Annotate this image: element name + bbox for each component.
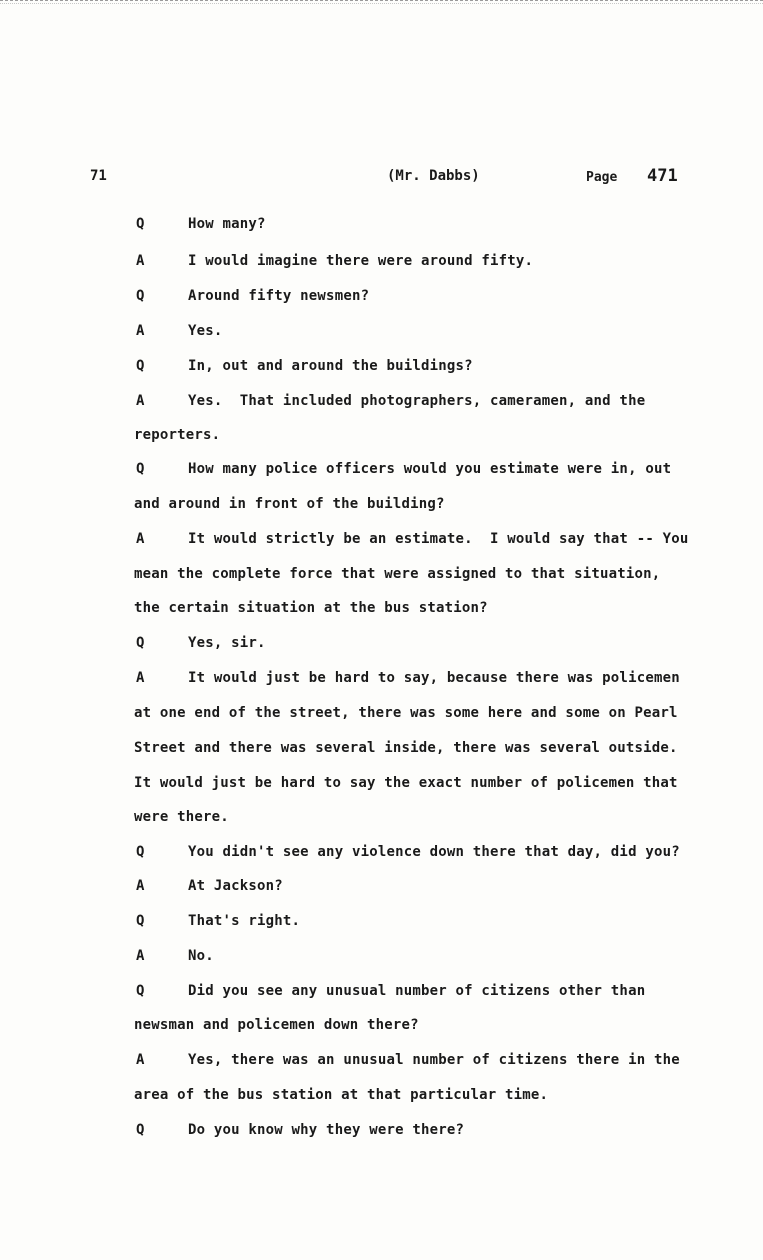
transcript-line: [0, 253, 763, 275]
transcript-line: [0, 705, 763, 727]
speaker-label: Q: [136, 358, 145, 374]
line-text: In, out and around the buildings?: [188, 358, 473, 374]
line-text: Around fifty newsmen?: [188, 288, 370, 304]
transcript-line: [0, 1052, 763, 1074]
line-text: Did you see any unusual number of citizens other than: [188, 983, 646, 999]
transcript-line: [0, 496, 763, 518]
transcript-line: [0, 461, 763, 483]
speaker-label: A: [136, 393, 145, 409]
transcript-line: [0, 740, 763, 762]
line-text: Yes, sir.: [188, 635, 266, 651]
transcript-line: [0, 775, 763, 797]
line-text: newsman and policemen down there?: [134, 1017, 419, 1033]
transcript-line: [0, 983, 763, 1005]
line-text: Yes.: [188, 323, 223, 339]
transcript-line: [0, 809, 763, 831]
transcript-line: [0, 531, 763, 553]
speaker-label: Q: [136, 913, 145, 929]
speaker-label: A: [136, 948, 145, 964]
page-number: 71: [90, 168, 107, 184]
line-text: Do you know why they were there?: [188, 1122, 465, 1138]
speaker-label: A: [136, 878, 145, 894]
line-text: area of the bus station at that particular time.: [134, 1087, 549, 1103]
transcript-line: [0, 600, 763, 622]
transcript-line: [0, 358, 763, 380]
transcript-line: [0, 948, 763, 970]
line-text: mean the complete force that were assigned to that situation,: [134, 566, 661, 582]
transcript-line: [0, 670, 763, 692]
transcript-line: [0, 566, 763, 588]
scan-top-edge: [0, 0, 763, 4]
line-text: at one end of the street, there was some here and some on Pearl: [134, 705, 678, 721]
transcript-line: [0, 878, 763, 900]
transcript-line: [0, 216, 763, 238]
line-text: It would just be hard to say the exact number of policemen that: [134, 775, 678, 791]
witness-name: (Mr. Dabbs): [387, 168, 480, 184]
transcript-line: [0, 1087, 763, 1109]
line-text: You didn't see any violence down there that day, did you?: [188, 844, 680, 860]
speaker-label: A: [136, 1052, 145, 1068]
line-text: Yes. That included photographers, cameramen, and the: [188, 393, 646, 409]
transcript-page-number: 471: [647, 166, 678, 186]
line-text: That's right.: [188, 913, 301, 929]
page-label: Page: [586, 170, 618, 185]
speaker-label: A: [136, 323, 145, 339]
line-text: Yes, there was an unusual number of citizens there in the: [188, 1052, 680, 1068]
page-header: [0, 168, 763, 192]
transcript-line: [0, 844, 763, 866]
transcript-line: [0, 913, 763, 935]
line-text: the certain situation at the bus station?: [134, 600, 488, 616]
transcript-line: [0, 427, 763, 449]
line-text: At Jackson?: [188, 878, 283, 894]
speaker-label: Q: [136, 288, 145, 304]
line-text: reporters.: [134, 427, 221, 443]
speaker-label: Q: [136, 1122, 145, 1138]
transcript-line: [0, 393, 763, 415]
speaker-label: A: [136, 670, 145, 686]
speaker-label: Q: [136, 216, 145, 232]
line-text: It would strictly be an estimate. I would say that -- You: [188, 531, 689, 547]
speaker-label: Q: [136, 635, 145, 651]
speaker-label: A: [136, 253, 145, 269]
speaker-label: Q: [136, 983, 145, 999]
line-text: I would imagine there were around fifty.: [188, 253, 534, 269]
line-text: Street and there was several inside, there was several outside.: [134, 740, 678, 756]
speaker-label: A: [136, 531, 145, 547]
speaker-label: Q: [136, 844, 145, 860]
transcript-line: [0, 288, 763, 310]
transcript-line: [0, 635, 763, 657]
transcript-line: [0, 1122, 763, 1144]
line-text: were there.: [134, 809, 229, 825]
line-text: How many?: [188, 216, 266, 232]
transcript-line: [0, 1017, 763, 1039]
line-text: How many police officers would you estimate were in, out: [188, 461, 672, 477]
speaker-label: Q: [136, 461, 145, 477]
line-text: It would just be hard to say, because there was policemen: [188, 670, 680, 686]
transcript-line: [0, 323, 763, 345]
line-text: No.: [188, 948, 214, 964]
line-text: and around in front of the building?: [134, 496, 445, 512]
